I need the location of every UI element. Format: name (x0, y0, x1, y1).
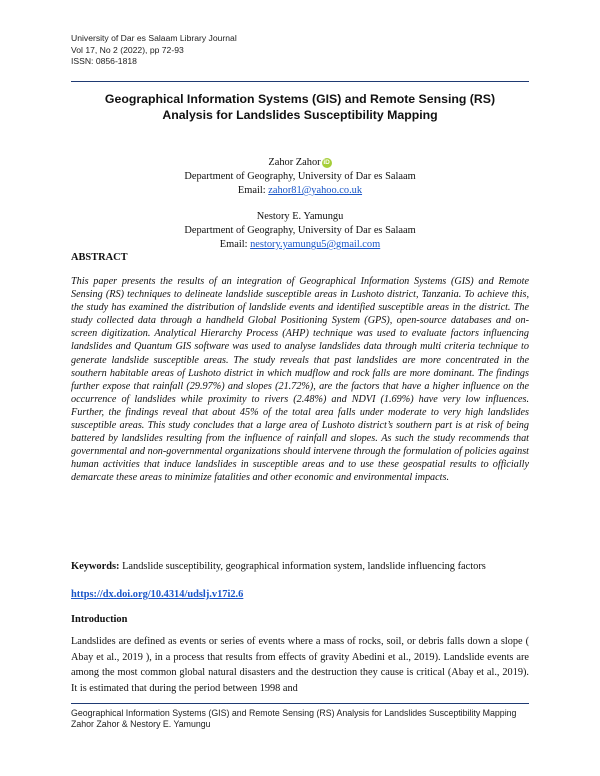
title-line-2: Analysis for Landslides Susceptibility Mapping (162, 108, 438, 122)
paper-title (71, 91, 529, 123)
journal-name: University of Dar es Salaam Library Journal (71, 33, 237, 43)
author-email-link[interactable]: nestory.yamungu5@gmail.com (250, 239, 381, 250)
header-rule (71, 81, 529, 82)
author-name: Zahor Zahor (268, 157, 321, 168)
abstract-heading: ABSTRACT (71, 252, 128, 263)
journal-issn: ISSN: 0856-1818 (71, 56, 137, 66)
footer-rule (71, 703, 529, 704)
author-department: Department of Geography, University of Dar es Salaam (184, 171, 416, 182)
footer-authors: Zahor Zahor & Nestory E. Yamungu (71, 719, 211, 730)
page-footer (71, 708, 529, 731)
keywords-text: Landslide susceptibility, geographical information system, landslide influencing factors (119, 561, 486, 572)
introduction-text: Landslides are defined as events or series of events where a mass of rocks, soil, or debris falls down a slope ( Abay et al., 2019 ), in a process that results from effects of gravity Abedini et al., 2019). Landslide events are among the most common global natural disasters and the destruction they cause is critical (Abay et al., 2019). It is estimated that during the period between 1998 and (71, 636, 529, 694)
introduction-heading: Introduction (71, 614, 128, 625)
journal-volume: Vol 17, No 2 (2022), pp 72-93 (71, 44, 184, 55)
footer-title: Geographical Information Systems (GIS) and Remote Sensing (RS) Analysis for Landslides Susceptibility Mapping (71, 708, 517, 718)
journal-header (71, 33, 237, 68)
author-email-link[interactable]: zahor81@yahoo.co.uk (268, 185, 363, 196)
email-label: Email: (219, 239, 251, 250)
doi-link[interactable]: https://dx.doi.org/10.4314/udslj.v17i2.6 (71, 589, 244, 600)
abstract-text: This paper presents the results of an integration of Geographical Information Systems (GIS) and Remote Sensing (RS) techniques to delineate landslide susceptible areas in Lushoto district, Tanzania. To achieve this, the study has examined the distribution of landslide events and identified susceptible areas in the district. The study collected data through a handheld Global Positioning System (GPS), open-source databases and on-screen digitization. Analytical Hierarchy Process (AHP) technique was used to evaluate factors influencing landslides and Quantum GIS software was used to analyse landslides data through multi criteria technique to generate landslide susceptible areas. The study reveals that past landslides are more concentrated in the southern habitable areas of Lushoto district in which mudflow and rock falls are more dominant. The findings further expose that rainfall (29.97%) and slopes (21.72%), are the factors that have a higher influence on the occurrence of landslides while proximity to rivers (2.48%) and NDVI (1.69%) have very low influences. Further, the findings reveal that about 45% of the total area falls under moderate to very high landslides susceptible areas. This study concludes that a large area of Lushoto district’s southern part is at risk of being battered by landslides resulting from the influence of rainfall and slopes. As such the study recommends that governmental and non-governmental organizations should intervene through the formulation of policies against human activities that induce landslides in susceptible areas and to use these geospatial results to officially demarcate these areas to minimize fatalities and other economic and environmental impacts. (71, 276, 529, 484)
author-1 (71, 156, 529, 198)
orcid-icon[interactable]: iD (323, 159, 330, 166)
email-label: Email: (237, 185, 269, 196)
author-department: Department of Geography, University of Dar es Salaam (184, 225, 416, 236)
keywords (71, 560, 529, 574)
title-line-1: Geographical Information Systems (GIS) and Remote Sensing (RS) (104, 92, 496, 106)
author-2 (71, 210, 529, 252)
keywords-label: Keywords: (71, 561, 120, 572)
author-name: Nestory E. Yamungu (256, 211, 344, 222)
